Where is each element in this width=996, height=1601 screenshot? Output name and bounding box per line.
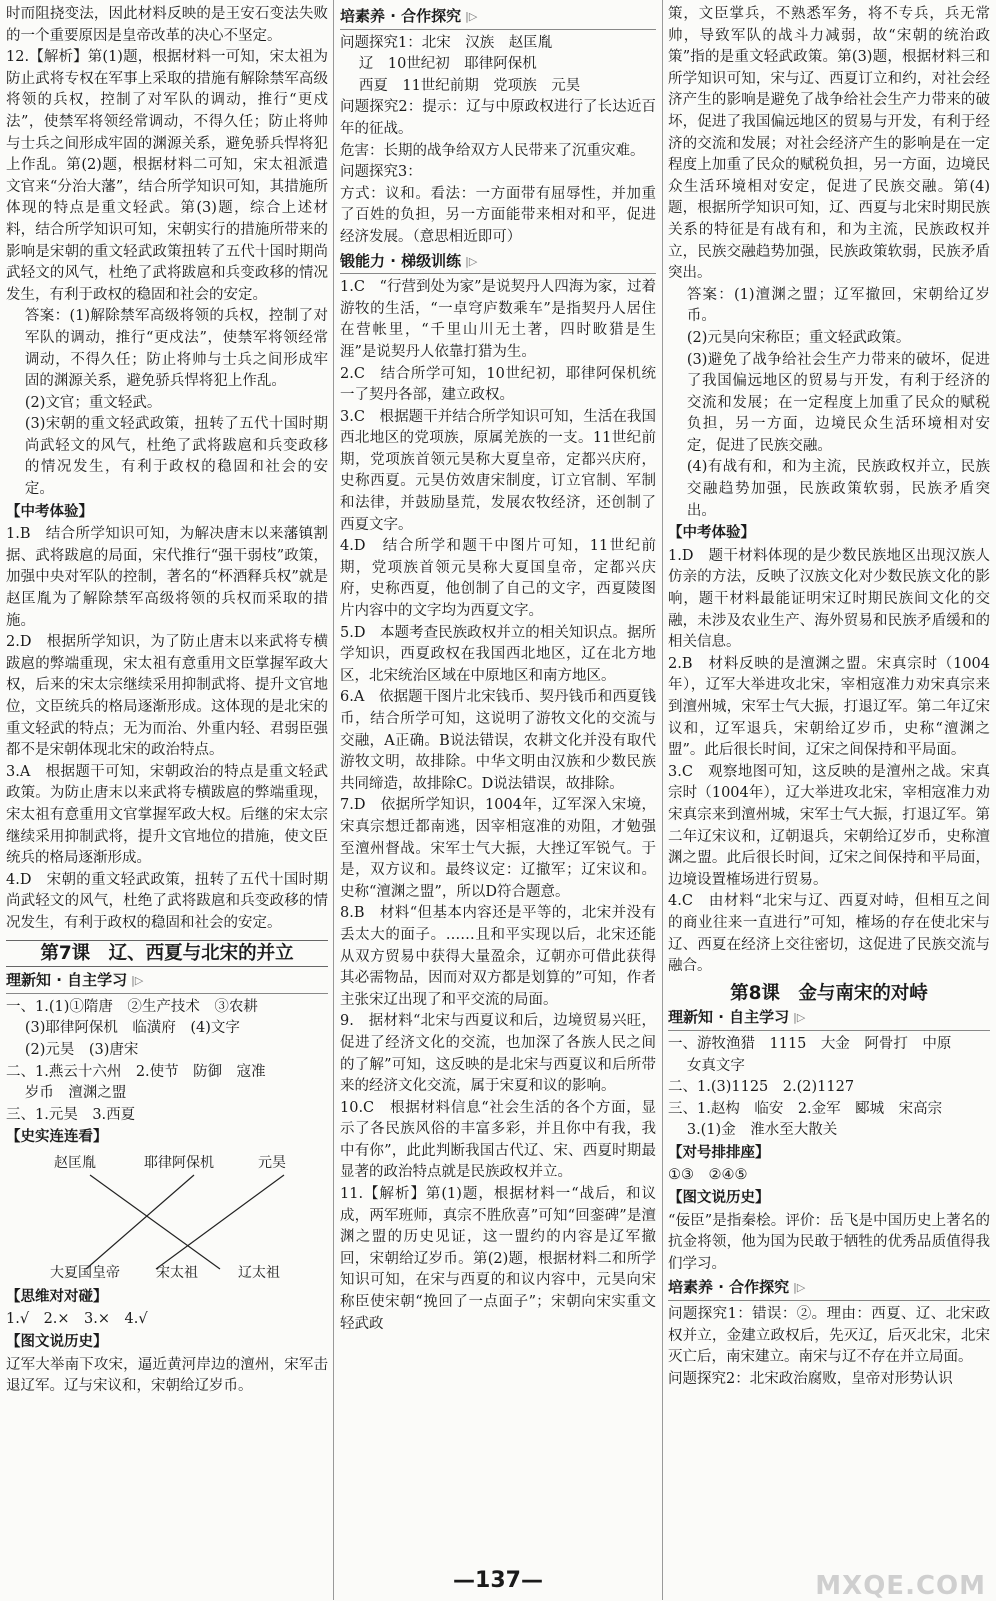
section-heading-siwei: 【思维对对碰】 xyxy=(6,1288,108,1305)
exercise-9: 9. 据材料“北宋与西夏议和后，边境贸易兴旺，促进了经济文化的交流，也加深了各族人民之间的了解”可知，这反映的是北宋与西夏议和后所带来的经济文化交流，属于宋夏和议的影响。 xyxy=(340,1013,656,1095)
zhongkao-2: 2.D 根据所学知识，为了防止唐末以来武将专横跋扈的弊端重现，宋太祖有意重用文臣掌握军政大权，后来的宋太宗继续采用抑制武将、提升文官地位，文臣统兵的格局逐渐形成。这体现的是北宋的重文轻武的特点；无为而治、外重内轻、君弱臣强都不是宋朝体现北宋的政治特点。 xyxy=(6,634,328,759)
column-divider xyxy=(662,0,663,1600)
answer-1: 答案：(1)解除禁军高级将领的兵权，控制了对军队的调动，推行“更戍法”，使禁军将领经常调动，不得久任；防止将帅与士兵之间形成牢固的渊源关系，避免骄兵悍将犯上作乱。 xyxy=(24,308,328,390)
tanjiu-1a: 问题探究1：北宋 汉族 赵匡胤 xyxy=(340,34,553,51)
column-left xyxy=(6,4,328,1560)
answer-4: (4)有战有和，和为主流，民族政权并立，民族交融趋势加强，民族政策软弱，民族矛盾突出。 xyxy=(686,459,990,519)
fill-line-4: 三、1.赵构 临安 2.金军 郾城 宋高宗 xyxy=(668,1100,943,1117)
tanjiu-2: 问题探究2：北宋政治腐败，皇帝对形势认识 xyxy=(668,1370,953,1387)
answer-3: (3)避免了战争给社会生产力带来的破坏，促进了我国偏远地区的贸易与开发，有利于经济的交流和发展；在一定程度上加重了民众的赋税负担，另一方面，边境民众生活环境相对安定，促进了民族交融。 xyxy=(686,351,990,454)
exercise-7: 7.D 依据所学知识，1004年，辽军深入宋境，宋真宗想迁都南逃，因宰相寇准的劝阻，才勉强至澶州督战。宋军士气大振，大挫辽军锐气。于是，双方议和。最终议定：辽撤军；辽宋议和。史称“澶渊之盟”，所以D符合题意。 xyxy=(340,797,656,900)
match-bottom-2: 宋太祖 xyxy=(156,1264,198,1281)
match-top-1: 赵匡胤 xyxy=(54,1154,96,1171)
zhongkao-2: 2.B 材料反映的是澶渊之盟。宋真宗时（1004年），辽军大举进攻北宋，宰相寇准力劝宋真宗来到澶州城，宋军士气大振，打退辽军。第二年辽宋议和，辽军退兵，宋朝给辽岁币，史称“澶渊之盟”。此后很长时间，辽宋之间保持和平局面。 xyxy=(668,655,990,759)
section-heading-paipaizuo: 【对号排排座】 xyxy=(668,1144,770,1161)
section-bar-xunlian xyxy=(340,251,656,275)
paipaizuo-answers: ①③ ②④⑤ xyxy=(668,1167,748,1184)
bar-label: 培素养 · 合作探究 xyxy=(340,7,462,25)
lesson-7-title: 第7课 辽、西夏与北宋的并立 xyxy=(6,940,328,968)
exercise-5: 5.D 本题考查民族政权并立的相关知识点。据所学知识，西夏政权在我国西北地区，辽在北方地区，北宋统治区域在中原地区和南方地区。 xyxy=(340,624,656,684)
fill-line-2: (3)耶律阿保机 临潢府 (4)文字 xyxy=(24,1020,240,1037)
double-arrow-icon: |▷ xyxy=(465,10,478,23)
fill-line-1: 一、游牧渔猎 1115 大金 阿骨打 中原 xyxy=(668,1035,952,1052)
section-bar-hezuo xyxy=(340,6,656,30)
match-top-2: 耶律阿保机 xyxy=(144,1154,214,1171)
column-right xyxy=(668,4,990,1560)
double-arrow-icon: |▷ xyxy=(793,1281,806,1295)
fill-line-4: 二、1.燕云十六州 2.使节 防御 寇准 xyxy=(6,1063,266,1080)
q12-analysis: 12.【解析】第(1)题，根据材料一可知，宋太祖为防止武将专权在军事上采取的措施有解除禁军高级将领的兵权，控制了对军队的调动，推行“更戍法”，使禁军将领经常调动，不得久任；防止将帅与士兵之间形成牢固的渊源关系，避免骄兵悍将犯上作乱。第(2)题，根据材料二可知，宋太祖派遣文官来“分治大藩”，结合所学知识可知，其措施所体现的特点是重文轻武。第(3)题，综合上述材料，结合所学知识可知，宋朝实行的措施所带来的影响是宋朝的重文轻武政策扭转了五代十国时期尚武轻文的风气，杜绝了武将跋扈和兵变政移的情况发生，有利于政权的稳固和社会的安定。 xyxy=(6,49,328,303)
tuwen-text: 辽军大举南下攻宋，逼近黄河岸边的澶州，宋军击退辽军。辽与宋议和，宋朝给辽岁币。 xyxy=(6,1356,328,1395)
exercise-3: 3.C 根据题干并结合所学知识可知，生活在我国西北地区的党项族，原属羌族的一支。11世纪前期，党项族首领元昊称大夏皇帝，定都兴庆府，史称西夏。元昊仿效唐宋制度，订立官制、军制和法律，并鼓励垦荒，发展农牧经济，还创制了西夏文字。 xyxy=(340,408,656,533)
answer-2: (2)文官；重文轻武。 xyxy=(24,394,162,411)
zhongkao-1: 1.B 结合所学知识可知，为解决唐末以来藩镇割据、武将跋扈的局面，宋代推行“强干弱枝”政策，加强中央对军队的控制，著名的“杯酒释兵权”就是赵匡胤为了解除禁军高级将领的兵权而采取的措施。 xyxy=(6,526,328,629)
double-arrow-icon: |▷ xyxy=(793,1011,806,1025)
tanjiu-1b: 辽 10世纪初 耶律阿保机 xyxy=(358,56,537,73)
tanjiu-3b: 方式：议和。看法：一方面带有屈辱性，并加重了百姓的负担，另一方面能带来相对和平，促进经济发展。（意思相近即可） xyxy=(340,185,656,245)
answer-1: 答案：(1)澶渊之盟；辽军撤回，宋朝给辽岁币。 xyxy=(686,286,990,325)
zhongkao-1: 1.D 题干材料体现的是少数民族地区出现汉族人仿亲的方法，反映了汉族文化对少数民族文化的影响，题干材料最能证明宋辽时期民族间文化的交融，未涉及农业生产、海外贸易和民族矛盾缓和的相关信息。 xyxy=(668,547,990,651)
exercise-4: 4.D 结合所学和题干中图片可知，11世纪前期，党项族首领元昊称大夏国皇帝，定都兴庆府，史称西夏，他创制了自己的文字，西夏陵图片内容中的文字均为西夏文字。 xyxy=(340,538,656,620)
bar-label: 理新知 · 自主学习 xyxy=(6,971,128,990)
fill-line-3: (2)元昊 (3)唐宋 xyxy=(24,1041,139,1058)
zhongkao-3: 3.C 观察地图可知，这反映的是澶州之战。宋真宗时（1004年），辽大举进攻北宋，宰相寇准力劝宋真宗来到澶州城，宋军士气大振，打退辽军。第二年辽宋议和，辽朝退兵，宋朝给辽岁币，史称澶渊之盟。此后很长时间，辽宋之间保持和平局面，边境设置榷场进行贸易。 xyxy=(668,763,990,888)
matching-diagram xyxy=(6,1151,328,1285)
match-bottom-1: 大夏国皇帝 xyxy=(50,1264,120,1281)
fill-line-1: 一、1.(1)①隋唐 ②生产技术 ③农耕 xyxy=(6,998,258,1015)
double-arrow-icon: |▷ xyxy=(131,974,144,988)
answer-3: (3)宋朝的重文轻武政策，扭转了五代十国时期尚武轻文的风气，杜绝了武将跋扈和兵变政移的情况发生，有利于政权的稳固和社会的安定。 xyxy=(24,416,328,498)
section-heading-lianliankan: 【史实连连看】 xyxy=(6,1129,108,1146)
paragraph-continued: 策，文臣掌兵，不熟悉军务，将不专兵，兵无常帅，导致军队的战斗力减弱，故“宋朝的统治政策”指的是重文轻武政策。第(3)题，根据材料三和所学知识可知，宋与辽、西夏订立和约，对社会经济产生的影响是避免了战争给社会生产力带来的破坏，促进了我国偏远地区的贸易与开发，有利于经济的交流和发展；对社会经济产生的影响是在一定程度上加重了民众的赋税负担，另一方面，边境民众生活环境相对安定，促进了民族交融。第(4)题，根据所学知识可知，辽、西夏与北宋时期民族关系的特征是有战有和，和为主流，民族政权并立，民族交融趋势加强，民族政策软弱，民族矛盾突出。 xyxy=(668,6,990,282)
exercise-2: 2.C 结合所学可知，10世纪初，耶律阿保机统一了契丹各部，建立政权。 xyxy=(340,365,656,404)
section-bar-hezuo xyxy=(668,1277,990,1301)
fill-line-2: 女真文字 xyxy=(686,1057,745,1074)
section-heading-tuwen: 【图文说历史】 xyxy=(668,1190,770,1207)
exercise-1: 1.C “行营到处为家”是说契丹人四海为家，过着游牧的生活，“一卓穹庐数乘车”是指契丹人居住在营帐里，“千里山川无土著，四时畋猎是生涯”是说契丹人依靠打猎为生。 xyxy=(340,279,656,360)
fill-line-6: 三、1.元昊 3.西夏 xyxy=(6,1106,136,1123)
fill-line-3: 二、1.(3)1125 2.(2)1127 xyxy=(668,1079,855,1096)
section-heading-zhongkao: 【中考体验】 xyxy=(6,503,93,520)
match-bottom-3: 辽太祖 xyxy=(238,1264,280,1281)
section-bar-xinzhi xyxy=(6,970,328,994)
section-heading-tuwen: 【图文说历史】 xyxy=(6,1334,108,1351)
exercise-10: 10.C 根据材料信息“社会生活的各个方面，显示了各民族风俗的丰富多彩，并且你中有我，我中有你”，此此判断我国古代辽、宋、西夏时期最显著的政治特点就是民族政权并立。 xyxy=(340,1099,656,1181)
fill-line-5: 3.(1)金 淮水至大散关 xyxy=(686,1122,838,1139)
zhongkao-3: 3.A 根据题干可知，宋朝政治的特点是重文轻武政策。为防止唐末以来武将专横跋扈的弊端重现，宋太祖有意重用文官掌握军政大权。后继的宋太宗继续采用抑制武将，提升文官地位的措施，使文臣统兵的格局逐渐形成。 xyxy=(6,763,328,867)
tanjiu-3a: 问题探究3： xyxy=(340,164,422,181)
exercise-6: 6.A 依据题干图片北宋钱币、契丹钱币和西夏钱币，结合所学可知，这说明了游牧文化的交流与交融，A正确。B说法错误，农耕文化并没有取代游牧文明，故排除。中华文明由汉族和少数民族共同缔造，故排除C。D说法错误，故排除。 xyxy=(340,689,656,792)
double-arrow-icon: |▷ xyxy=(465,254,478,268)
exercise-8: 8.B 材料“但基本内容还是平等的，北宋并没有丢太大的面子。……且和平实现以后，北宋还能从双方贸易中获得大量盈余，辽朝亦可借此获得其必需物品，因而对双方都是划算的”可知，作者主张宋辽出现了和平交流的局面。 xyxy=(340,905,656,1008)
section-heading-zhongkao: 【中考体验】 xyxy=(668,525,755,542)
fill-line-5: 岁币 澶渊之盟 xyxy=(24,1085,127,1102)
column-divider xyxy=(333,0,334,1600)
match-top-3: 元昊 xyxy=(258,1154,286,1171)
section-bar-xinzhi xyxy=(668,1007,990,1031)
answer-2: (2)元昊向宋称臣；重文轻武政策。 xyxy=(686,329,911,346)
tanjiu-1c: 西夏 11世纪前期 党项族 元昊 xyxy=(358,77,581,94)
bar-label: 锻能力 · 梯级训练 xyxy=(340,251,462,270)
zhongkao-4: 4.C 由材料“北宋与辽、西夏对峙，但相互之间的商业往来一直进行”可知，榷场的存在使北宋与辽、西夏在经济上交往密切，这促进了民族交流与融合。 xyxy=(668,893,990,975)
tanjiu-1: 问题探究1：错误：②。理由：西夏、辽、北宋政权并立，金建立政权后，先灭辽，后灭北宋，北宋灭亡后，南宋建立。南宋与辽不存在并立局面。 xyxy=(668,1306,990,1366)
column-middle xyxy=(340,4,656,1560)
bar-label: 培素养 · 合作探究 xyxy=(668,1278,790,1297)
tuwen-text: “佞臣”是指秦桧。评价：岳飞是中国历史上著名的抗金将领，他为国为民敢于牺牲的优秀品质值得我们学习。 xyxy=(668,1212,990,1272)
bar-label: 理新知 · 自主学习 xyxy=(668,1008,790,1027)
exercise-11: 11.【解析】第(1)题，根据材料一“战后，和议成，两军班师，真宗不胜欣喜”可知“回銮碑”是澶渊之盟的历史见证，这一盟约的内容是辽军撤回，宋朝给辽岁币。第(2)题，根据材料二和所学知识可知，在宋与西夏的和议内容中，元昊向宋称臣使宋朝“挽回了一点面子”；宋朝向宋实重文轻武政 xyxy=(340,1186,656,1332)
lesson-8-title: 第8课 金与南宋的对峙 xyxy=(730,982,928,1004)
tanjiu-2a: 问题探究2：提示：辽与中原政权进行了长达近百年的征战。 xyxy=(340,99,656,137)
page-number: —137— xyxy=(453,1568,543,1594)
siwei-answers: 1.√ 2.× 3.× 4.√ xyxy=(6,1311,148,1328)
paragraph: 时而阻挠变法，因此材料反映的是王安石变法失败的一个重要原因是皇帝改革的决心不坚定。 xyxy=(6,6,328,44)
tanjiu-2b: 危害：长期的战争给双方人民带来了沉重灾难。 xyxy=(340,142,645,159)
watermark-logo: MXQE.COM xyxy=(815,1571,986,1601)
zhongkao-4: 4.D 宋朝的重文轻武政策，扭转了五代十国时期尚武轻文的风气，杜绝了武将跋扈和兵变政移的情况发生，有利于政权的稳固和社会的安定。 xyxy=(6,871,328,931)
